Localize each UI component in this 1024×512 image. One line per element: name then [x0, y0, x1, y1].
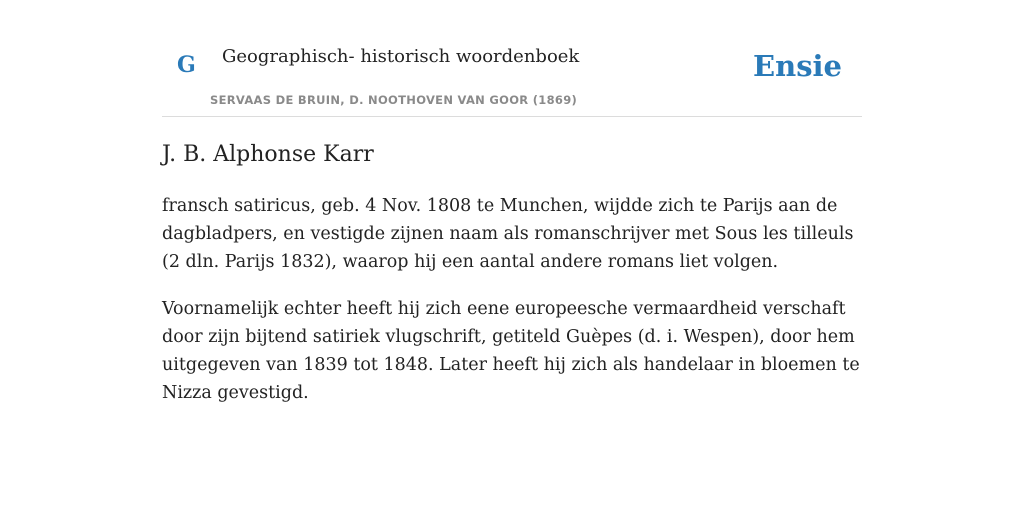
entry-title: J. B. Alphonse Karr	[162, 142, 374, 167]
article-paragraph: fransch satiricus, geb. 4 Nov. 1808 te Munchen, wijdde zich te Parijs aan de dagbladpers, en vestigde zijnen naam als romanschrijver met Sous les tilleuls (2 dln. Parijs 1832), waarop hij een aantal andere romans liet volgen.	[162, 196, 854, 272]
book-title-link[interactable]: Geographisch- historisch woordenboek	[222, 46, 580, 67]
article-paragraph: Voornamelijk echter heeft hij zich eene europeesche vermaardheid verschaft door zijn bijtend satiriek vlugschrift, getiteld Guèpes (d. i. Wespen), door hem uitgegeven van 1839 tot 1848. Later heeft hij zich als handelaar in bloemen te Nizza gevestigd.	[162, 299, 860, 403]
book-authors-year: SERVAAS DE BRUIN, D. NOOTHOVEN VAN GOOR (1869)	[210, 93, 578, 107]
article	[162, 140, 862, 426]
ensie-logo-link[interactable]: Ensie	[753, 49, 842, 83]
book-header	[162, 0, 862, 117]
book-letter-badge[interactable]: G	[177, 52, 196, 78]
